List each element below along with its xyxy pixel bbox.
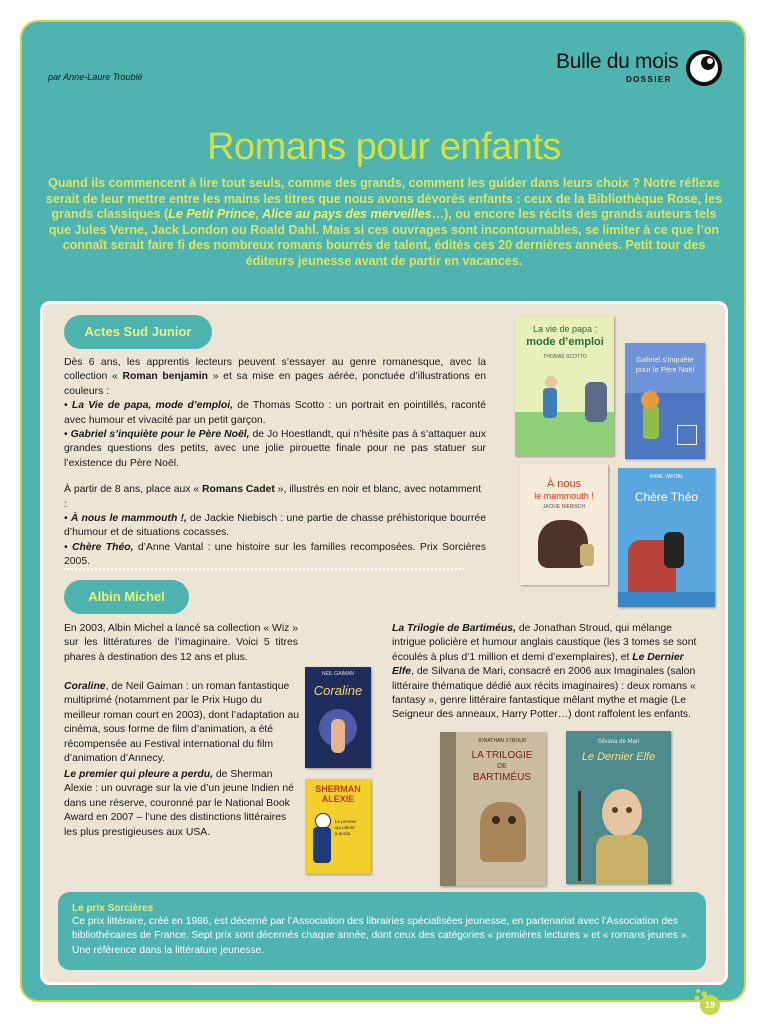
speech-bubble-logo-icon xyxy=(686,50,724,86)
book-cover-gabriel: Gabriel s’inquiète pour le Père Noël xyxy=(625,343,705,459)
book-cover-mammouth: À nous le mammouth ! JACKIE NIEBISCH xyxy=(520,464,608,585)
book-cover-coraline: NEIL GAIMAN Coraline xyxy=(305,667,371,768)
book-item-bartimeus-elfe: La Trilogie de Bartiméus, de Jonathan Stroud, qui mélange intrigue policière et humour anglais caustique (les 3 tomes se sont écoulés à plus d’1 million et demi d’exemplaires), et Le Dernier Elfe, de Silvana de Mari, consacré en 2006 aux Imaginales (salon littéraire thématique dédié aux récits imaginaires) : deux romans « fantasy », genre littéraire fantastique mêlant mythe et magie (Le Seigneur des anneaux, Harry Potter…) dont raffolent les enfants. xyxy=(392,623,697,721)
book-cover-vie-de-papa: La vie de papa : mode d’emploi THOMAS SCOTTO xyxy=(515,316,614,456)
prize-text: Ce prix littéraire, créé en 1986, est décerné par l’Association des librairies spécialisées jeunesse, en partenariat avec l’Association des bibliothécaires de France. Sept prix sont décernés chaque année, dont ceux des catégories « premières lectures » et « romans jeunes ». Une référence dans la littérature jeunesse. xyxy=(72,916,690,956)
brand-title: Bulle du mois xyxy=(556,50,679,73)
actes-sud-cadet-intro: À partir de 8 ans, place aux « Romans Cadet », illustrés en noir et blanc, avec notamment : xyxy=(64,484,481,510)
prize-title: Le prix Sorcières xyxy=(72,903,154,914)
book-item-mammouth: • À nous le mammouth !, de Jackie Niebisch : une partie de chasse préhistorique bourrée d’humour et de situations cocasses. xyxy=(64,513,486,539)
actes-sud-text xyxy=(64,356,486,570)
section-divider xyxy=(64,568,464,570)
prize-sorcieres-box xyxy=(58,892,706,970)
albin-intro: En 2003, Albin Michel a lancé sa collection « Wiz » sur les littératures de l’imaginaire. Voici 5 titres phares à destination des 12 ans et plus. xyxy=(64,623,298,663)
intro-title-alice: Alice au pays des merveilles xyxy=(262,207,432,221)
book-item-gabriel: • Gabriel s’inquiète pour le Père Noël, de Jo Hoestlandt, qui n’hésite pas à s’attaquer aux grandes questions des petits, avec une jolie pirouette finale pour ne pas statuer sur l’existence du Père Noël. xyxy=(64,429,487,469)
brand-subtitle: DOSSIER xyxy=(626,75,672,84)
page-number: 19 xyxy=(700,995,720,1015)
byline: par Anne-Laure Troublé xyxy=(48,72,143,82)
book-item-papa: • La Vie de papa, mode d’emploi, de Thomas Scotto : un portrait en pointillés, raconté avec humour et vivacité par un petit garçon. xyxy=(64,400,486,426)
book-item-coraline: Coraline, de Neil Gaiman : un roman fantastique multiprimé (notamment par le Prix Hugo du meilleur roman court en 2003), dont l’adaptation au cinéma, sous forme de film d’animation, a été récompensée au Festival international du film d’animation d’Annecy. xyxy=(64,681,300,765)
book-item-premier-qui-pleure: Le premier qui pleure a perdu, de Sherman Alexie : un ouvrage sur la vie d’un jeune Indien né dans une réserve, couronné par le National Book Award en 2007 – l’une des distinctions littéraires les plus prestigieuses aux USA. xyxy=(64,769,294,838)
book-cover-trilogie-bartimeus: JONATHAN STROUD LA TRILOGIE DE BARTIMÉUS xyxy=(440,732,546,886)
actes-sud-intro: Dès 6 ans, les apprentis lecteurs peuvent s’essayer au genre romanesque, avec la collection « Roman benjamin » et sa mise en pages aérée, ponctuée d’illustrations en couleurs : xyxy=(64,357,486,397)
section-pill-actes-sud: Actes Sud Junior xyxy=(64,315,212,349)
page-title: Romans pour enfants xyxy=(207,126,561,168)
book-cover-chere-theo: Chère Théo ANNE VANTAL xyxy=(618,468,715,607)
book-item-theo: • Chère Théo, d’Anne Vantal : une histoire sur les familles recomposées. Prix Sorcières 2005. xyxy=(64,541,487,568)
book-cover-sherman-alexie: SHERMAN ALEXIE Le premier qui pleure a perdu xyxy=(305,779,371,874)
book-cover-dernier-elfe: Silvana de Mari Le Dernier Elfe xyxy=(566,731,671,884)
intro-title-petit-prince: Le Petit Prince xyxy=(168,207,256,221)
intro-paragraph: Quand ils commencent à lire tout seuls, comme des grands, comment les guider dans leurs choix ? Notre réflexe serait de leur mettre entre les mains les titres que nous avons dévorés enfants : ceux de la Bibliothèque Rose, les grands classiques (Le Petit Prince, Alice au pays des merveilles…), ou encore les récits des grands auteurs tels que Jules Verne, Jack London ou Roald Dahl. Mais si ces ouvrages sont incontournables, se limiter à ce que l’on connaît serait faire fi des nombreux romans bourrés de talent, édités ces 20 dernières années. Petit tour des éditeurs jeunesse avant de partir en vacances. xyxy=(46,176,722,268)
section-pill-albin-michel: Albin Michel xyxy=(64,580,189,614)
section-brand xyxy=(556,50,726,90)
